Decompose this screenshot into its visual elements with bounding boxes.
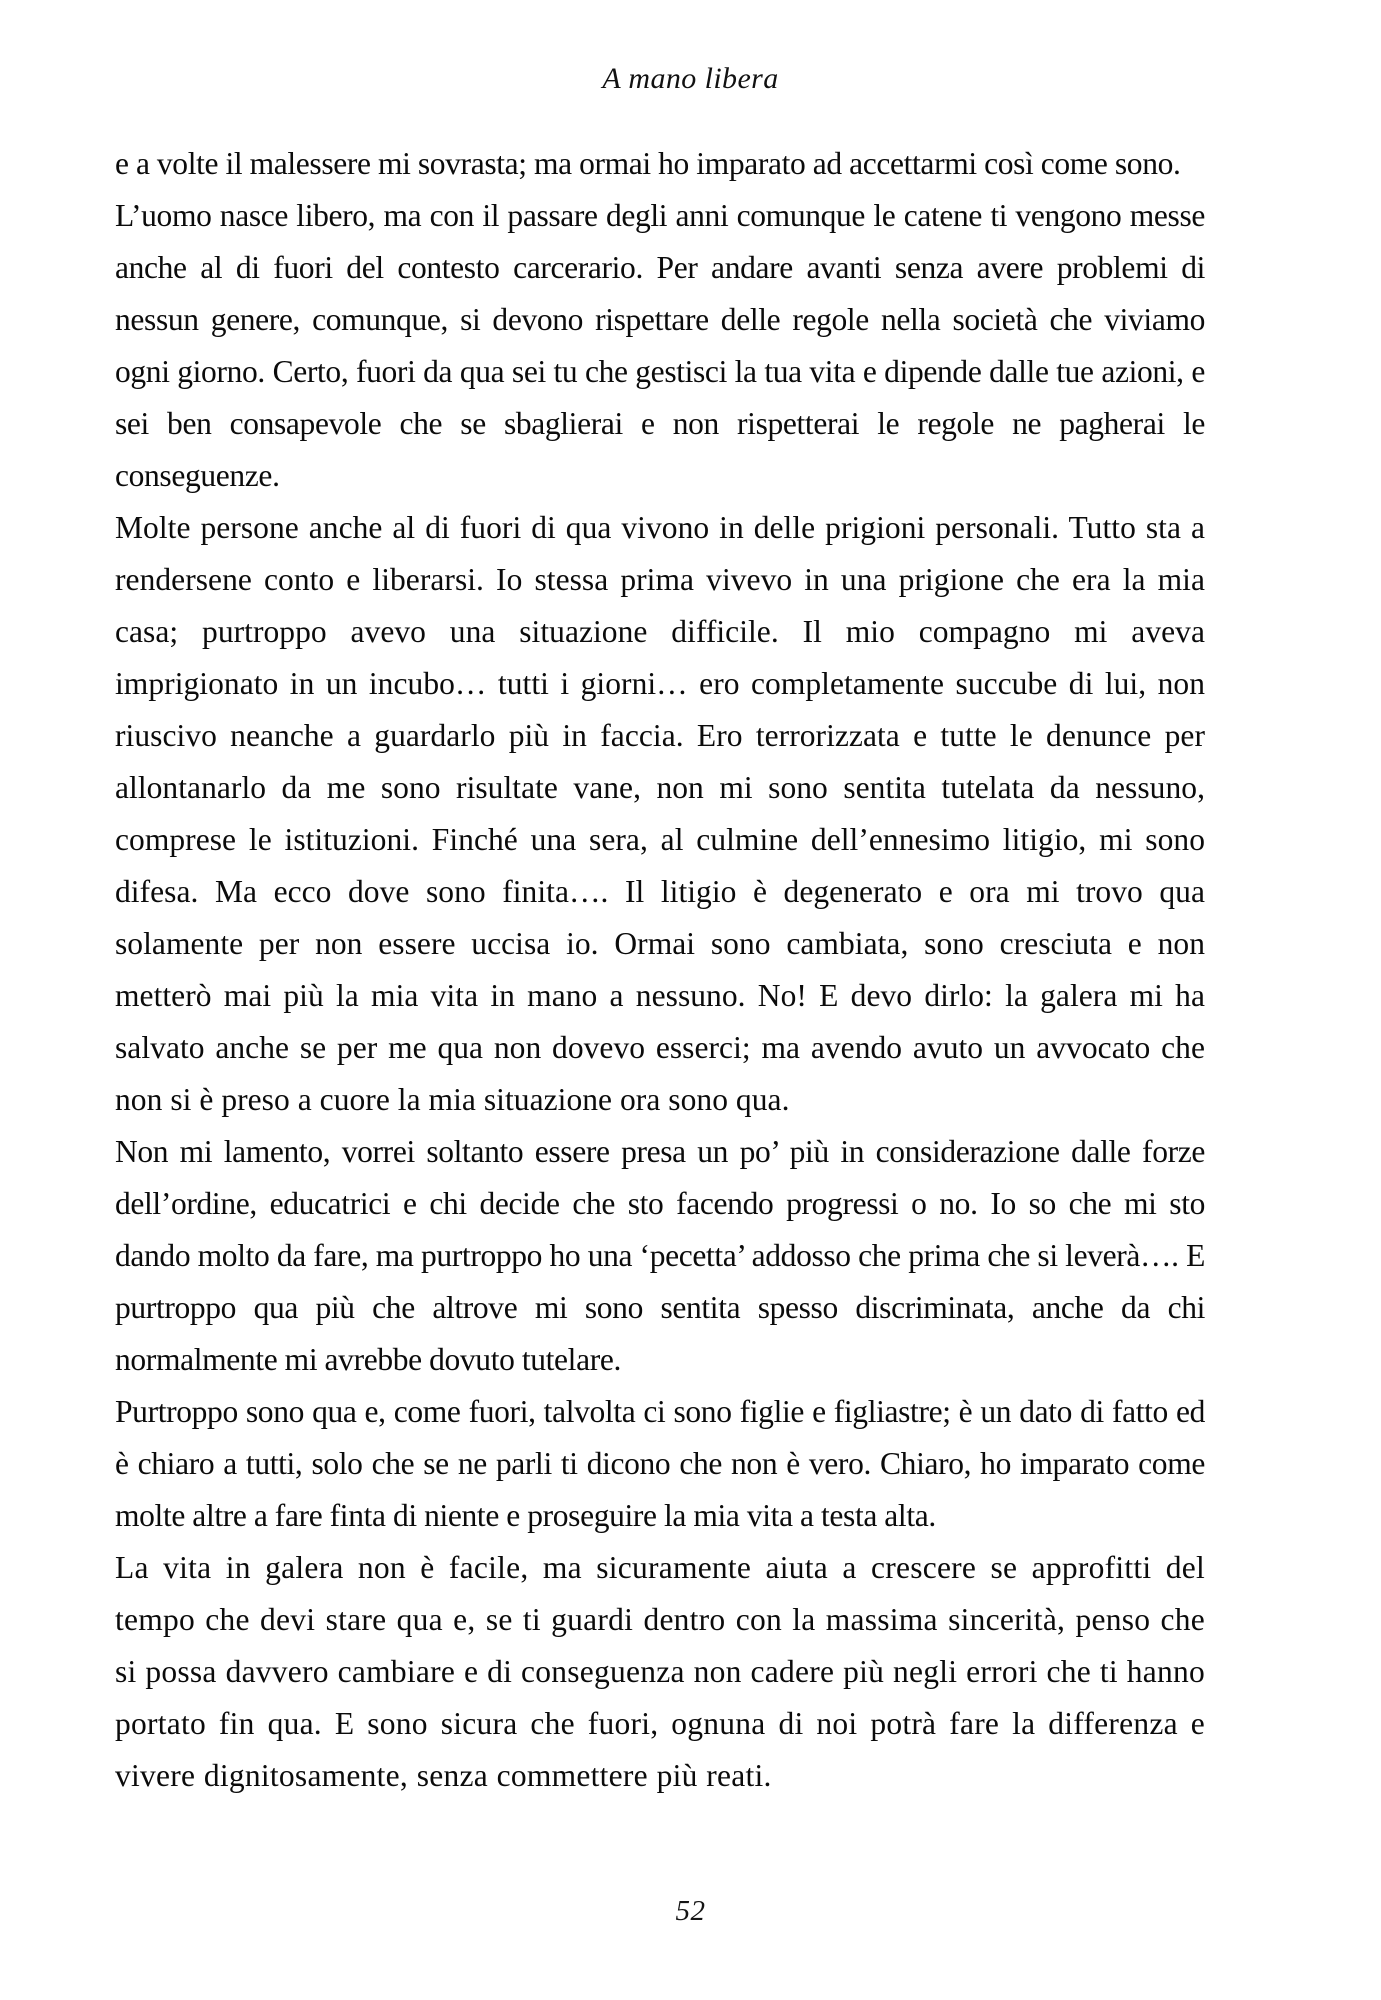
body-text-block [115, 138, 1205, 1802]
paragraph: La vita in galera non è facile, ma sicuramente aiuta a crescere se approfitti del tempo che devi stare qua e, se ti guardi dentro con la massima sincerità, penso che si possa davvero cambiare e di conseguenza non cadere più negli errori che ti hanno portato fin qua. E sono sicura che fuori, ognuna di noi potrà fare la differenza e vivere dignitosamente, senza commettere più reati. [115, 1550, 1205, 1793]
paragraph: Non mi lamento, vorrei soltanto essere presa un po’ più in considerazione dalle forze dell’ordine, educatrici e chi decide che sto facendo progressi o no. Io so che mi sto dando molto da fare, ma purtroppo ho una ‘pecetta’ addosso che prima che si leverà…. E purtroppo qua più che altrove mi sono sentita spesso discriminata, anche da chi normalmente mi avrebbe dovuto tutelare. [115, 1134, 1205, 1377]
paragraph: e a volte il malessere mi sovrasta; ma ormai ho imparato ad accettarmi così come sono. [115, 146, 1181, 181]
page-number: 52 [675, 1895, 706, 1927]
paragraph: Molte persone anche al di fuori di qua vivono in delle prigioni personali. Tutto sta a rendersene conto e liberarsi. Io stessa prima vivevo in una prigione che era la mia casa; purtroppo avevo una situazione difficile. Il mio compagno mi aveva imprigionato in un incubo… tutti i giorni… ero completamente succube di lui, non riuscivo neanche a guardarlo più in faccia. Ero terrorizzata e tutte le denunce per allontanarlo da me sono risultate vane, non mi sono sentita tutelata da nessuno, comprese le istituzioni. Finché una sera, al culmine dell’ennesimo litigio, mi sono difesa. Ma ecco dove sono finita…. Il litigio è degenerato e ora mi trovo qua solamente per non essere uccisa io. Ormai sono cambiata, sono cresciuta e non metterò mai più la mia vita in mano a nessuno. No! E devo dirlo: la galera mi ha salvato anche se per me qua non dovevo esserci; ma avendo avuto un avvocato che non si è preso a cuore la mia situazione ora sono qua. [115, 510, 1205, 1117]
paragraph: L’uomo nasce libero, ma con il passare degli anni comunque le catene ti vengono messe anche al di fuori del contesto carcerario. Per andare avanti senza avere problemi di nessun genere, comunque, si devono rispettare delle regole nella società che viviamo ogni giorno. Certo, fuori da qua sei tu che gestisci la tua vita e dipende dalle tue azioni, e sei ben consapevole che se sbaglierai e non rispetterai le regole ne pagherai le conseguenze. [115, 198, 1205, 493]
paragraph: Purtroppo sono qua e, come fuori, talvolta ci sono figlie e figliastre; è un dato di fatto ed è chiaro a tutti, solo che se ne parli ti dicono che non è vero. Chiaro, ho imparato come molte altre a fare finta di niente e proseguire la mia vita a testa alta. [115, 1394, 1205, 1533]
running-header: A mano libera [602, 62, 779, 95]
